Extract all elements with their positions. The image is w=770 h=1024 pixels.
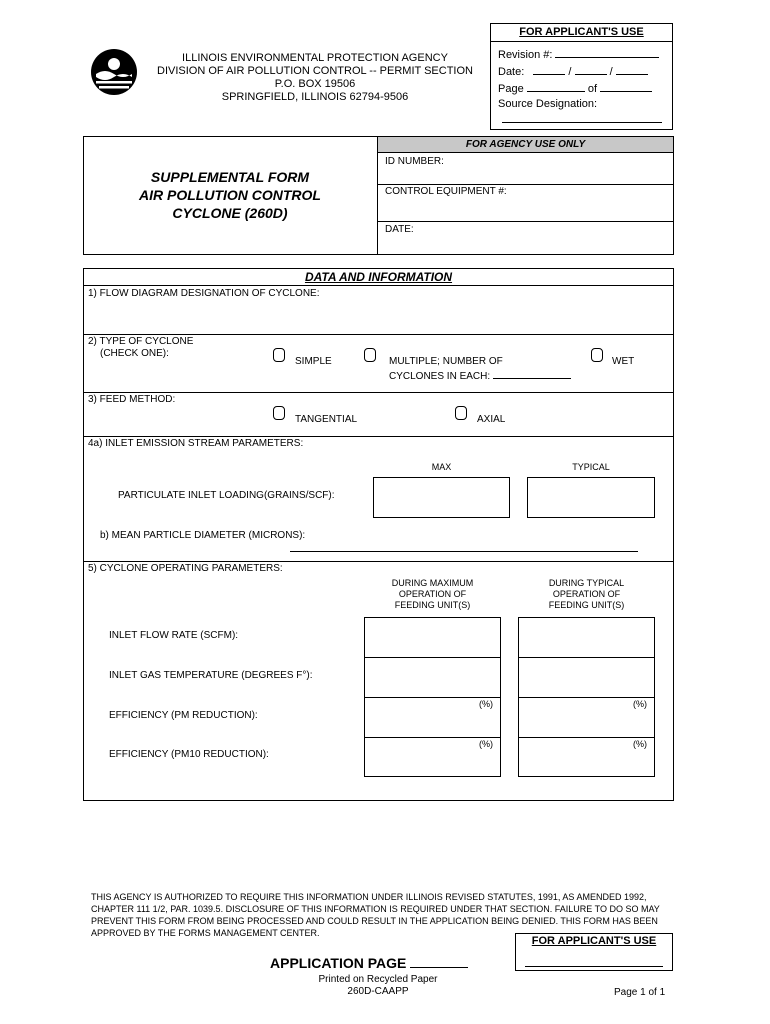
date-day-blank[interactable]	[575, 64, 607, 75]
inlet-flow-label: INLET FLOW RATE (SCFM):	[109, 630, 239, 641]
typical-header: TYPICAL	[572, 462, 610, 472]
q4-line	[84, 561, 673, 562]
page-number-blank[interactable]	[527, 81, 585, 92]
agency-po-box: P.O. BOX 19506	[274, 78, 356, 90]
during-max-line-1: DURING MAXIMUM	[391, 578, 474, 588]
loading-max-input[interactable]	[373, 477, 510, 518]
eff-pm-max-pct: (%)	[479, 699, 493, 709]
page-indicator: Page 1 of 1	[614, 987, 666, 998]
q2-label-line-1: 2) TYPE OF CYCLONE	[88, 336, 194, 347]
q4a-label: 4a) INLET EMISSION STREAM PARAMETERS:	[88, 438, 304, 449]
page-of-label: of	[587, 83, 598, 95]
q2-label-line-2: (CHECK ONE):	[100, 348, 169, 359]
agency-city: SPRINGFIELD, ILLINOIS 62794-9506	[221, 91, 409, 103]
particulate-loading-label: PARTICULATE INLET LOADING(GRAINS/SCF):	[118, 490, 335, 501]
during-typical-line-2: OPERATION OF	[552, 589, 621, 599]
cyclones-each-blank[interactable]	[493, 368, 571, 379]
notice-line-2: CHAPTER 111 1/2, PAR. 1039.5. DISCLOSURE OF THIS INFORMATION IS REQUIRED UNDER THAT SECTION. FAILURE TO DO SO MAY	[91, 904, 660, 914]
agency-header	[145, 52, 485, 104]
axial-checkbox[interactable]	[455, 406, 467, 420]
wet-checkbox[interactable]	[591, 348, 603, 362]
page-field[interactable]	[498, 81, 652, 96]
cyclones-each-label: CYCLONES IN EACH:	[389, 371, 491, 382]
date-field[interactable]	[498, 64, 648, 79]
particle-diameter-blank[interactable]	[290, 551, 638, 552]
agency-division: DIVISION OF AIR POLLUTION CONTROL -- PERMIT SECTION	[157, 65, 473, 77]
date-month-blank[interactable]	[533, 64, 565, 75]
page-label: Page	[498, 83, 524, 95]
during-max-line-3: FEEDING UNIT(S)	[394, 600, 471, 610]
during-max-line-2: OPERATION OF	[398, 589, 467, 599]
date-slash-1: /	[568, 66, 572, 78]
notice-line-4: APPROVED BY THE FORMS MANAGEMENT CENTER.	[91, 928, 320, 938]
agency-name: ILLINOIS ENVIRONMENTAL PROTECTION AGENCY	[182, 52, 448, 64]
source-designation-label: Source Designation:	[498, 98, 598, 110]
page-total-blank[interactable]	[600, 81, 652, 92]
agency-date-field[interactable]: DATE:	[385, 224, 414, 235]
eff-pm10-typical-pct: (%)	[633, 739, 647, 749]
application-page-label: APPLICATION PAGE	[270, 955, 407, 971]
form-title-line-2: AIR POLLUTION CONTROL	[139, 187, 321, 203]
temp-max-input[interactable]	[365, 658, 500, 697]
agency-logo	[90, 48, 138, 96]
during-typical-line-1: DURING TYPICAL	[548, 578, 625, 588]
multiple-label-line-2	[389, 368, 571, 382]
eff-pm-typical-pct: (%)	[633, 699, 647, 709]
q2-line	[84, 392, 673, 393]
notice-line-1: THIS AGENCY IS AUTHORIZED TO REQUIRE THIS INFORMATION UNDER ILLINOIS REVISED STATUTES, 1991, AS AMENDED 1992,	[91, 892, 647, 902]
data-section-title: DATA AND INFORMATION	[304, 270, 453, 284]
form-code: 260D-CAAPP	[347, 986, 409, 997]
date-year-blank[interactable]	[616, 64, 648, 75]
form-title-line-1: SUPPLEMENTAL FORM	[150, 169, 310, 185]
simple-label: SIMPLE	[295, 356, 332, 367]
during-typical-line-3: FEEDING UNIT(S)	[548, 600, 625, 610]
agency-use-line-2	[378, 221, 673, 222]
q1-label: 1) FLOW DIAGRAM DESIGNATION OF CYCLONE:	[88, 288, 320, 299]
application-page-blank[interactable]	[410, 954, 468, 968]
multiple-label-line-1: MULTIPLE; NUMBER OF	[389, 356, 503, 367]
wet-label: WET	[612, 356, 635, 367]
tangential-checkbox[interactable]	[273, 406, 285, 420]
eff-pm10-max-pct: (%)	[479, 739, 493, 749]
application-page-field	[270, 954, 468, 971]
notice-line-3: PREVENT THIS FORM FROM BEING PROCESSED AND COULD RESULT IN THE APPLICATION BEING DENIED. THIS FORM HAS BEEN	[91, 916, 658, 926]
flow-max-input[interactable]	[365, 618, 500, 657]
agency-use-header: FOR AGENCY USE ONLY	[378, 137, 673, 152]
recycled-paper-note: Printed on Recycled Paper	[318, 974, 438, 985]
data-title-line	[84, 285, 673, 286]
date-slash-2: /	[609, 66, 613, 78]
efficiency-pm10-label: EFFICIENCY (PM10 REDUCTION):	[109, 749, 269, 760]
q4b-label: b) MEAN PARTICLE DIAMETER (MICRONS):	[100, 530, 306, 541]
during-max-header	[364, 578, 501, 611]
agency-use-line-1	[378, 184, 673, 185]
agency-use-header-line	[378, 152, 673, 153]
temp-typical-input[interactable]	[519, 658, 654, 697]
multiple-checkbox[interactable]	[364, 348, 376, 362]
applicant-use-divider	[490, 41, 673, 42]
during-typical-header	[518, 578, 655, 611]
revision-blank[interactable]	[555, 47, 659, 58]
revision-label: Revision #:	[498, 49, 553, 61]
form-title	[84, 168, 376, 222]
tangential-label: TANGENTIAL	[295, 414, 358, 425]
q5-label: 5) CYCLONE OPERATING PARAMETERS:	[88, 563, 283, 574]
control-equipment-field[interactable]: CONTROL EQUIPMENT #:	[385, 186, 507, 197]
footer-applicant-blank[interactable]	[525, 966, 663, 967]
loading-typical-input[interactable]	[527, 477, 655, 518]
legal-notice	[91, 891, 691, 939]
date-label: Date:	[498, 66, 525, 78]
id-number-field[interactable]: ID NUMBER:	[385, 156, 444, 167]
simple-checkbox[interactable]	[273, 348, 285, 362]
axial-label: AXIAL	[477, 414, 506, 425]
flow-typical-input[interactable]	[519, 618, 654, 657]
efficiency-pm-label: EFFICIENCY (PM REDUCTION):	[109, 710, 258, 721]
q3-label: 3) FEED METHOD:	[88, 394, 176, 405]
source-designation-blank[interactable]	[502, 122, 662, 123]
form-title-line-3: CYCLONE (260D)	[172, 205, 288, 221]
revision-field[interactable]	[498, 47, 659, 62]
inlet-temp-label: INLET GAS TEMPERATURE (DEGREES F°):	[109, 670, 313, 681]
max-header: MAX	[431, 462, 452, 472]
q3-line	[84, 436, 673, 437]
title-divider	[377, 136, 378, 255]
footer-applicant-title: FOR APPLICANT'S USE	[531, 935, 657, 947]
applicant-use-title: FOR APPLICANT'S USE	[519, 26, 644, 38]
q1-line	[84, 334, 673, 335]
